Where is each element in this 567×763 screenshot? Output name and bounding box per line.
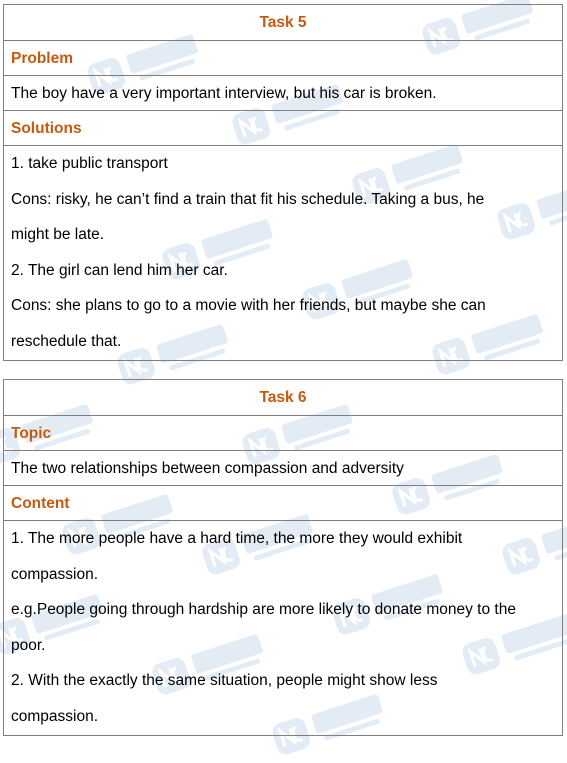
content-heading: Content [4,485,562,520]
task-5-table [3,4,563,361]
solutions-content [4,145,562,359]
content-line: 1. The more people have a hard time, the more they would exhibit [11,530,463,547]
problem-text: The boy have a very important interview, but his car is broken. [4,75,562,110]
solutions-line: might be late. [11,226,105,243]
task-title: Task 5 [259,14,307,31]
task-title: Task 6 [259,389,307,406]
content-body [4,520,562,734]
task-6-table [3,379,563,736]
content-line: e.g.People going through hardship are more likely to donate money to the [11,601,516,618]
solutions-line: 1. take public transport [11,155,168,172]
content-line: compassion. [11,565,99,583]
solutions-heading: Solutions [4,110,562,145]
content-line: compassion. [11,707,99,725]
content-line: poor. [11,636,46,654]
topic-text: The two relationships between compassion and adversity [4,450,562,485]
content-line: 2. With the exactly the same situation, people might show less [11,672,438,689]
solutions-line: reschedule that. [11,332,122,350]
solutions-line: Cons: risky, he can’t find a train that fit his schedule. Taking a bus, he [11,190,485,208]
solutions-line: Cons: she plans to go to a movie with her friends, but maybe she can [11,297,486,314]
problem-heading: Problem [4,40,562,75]
solutions-line: 2. The girl can lend him her car. [11,261,228,279]
topic-heading: Topic [4,415,562,450]
